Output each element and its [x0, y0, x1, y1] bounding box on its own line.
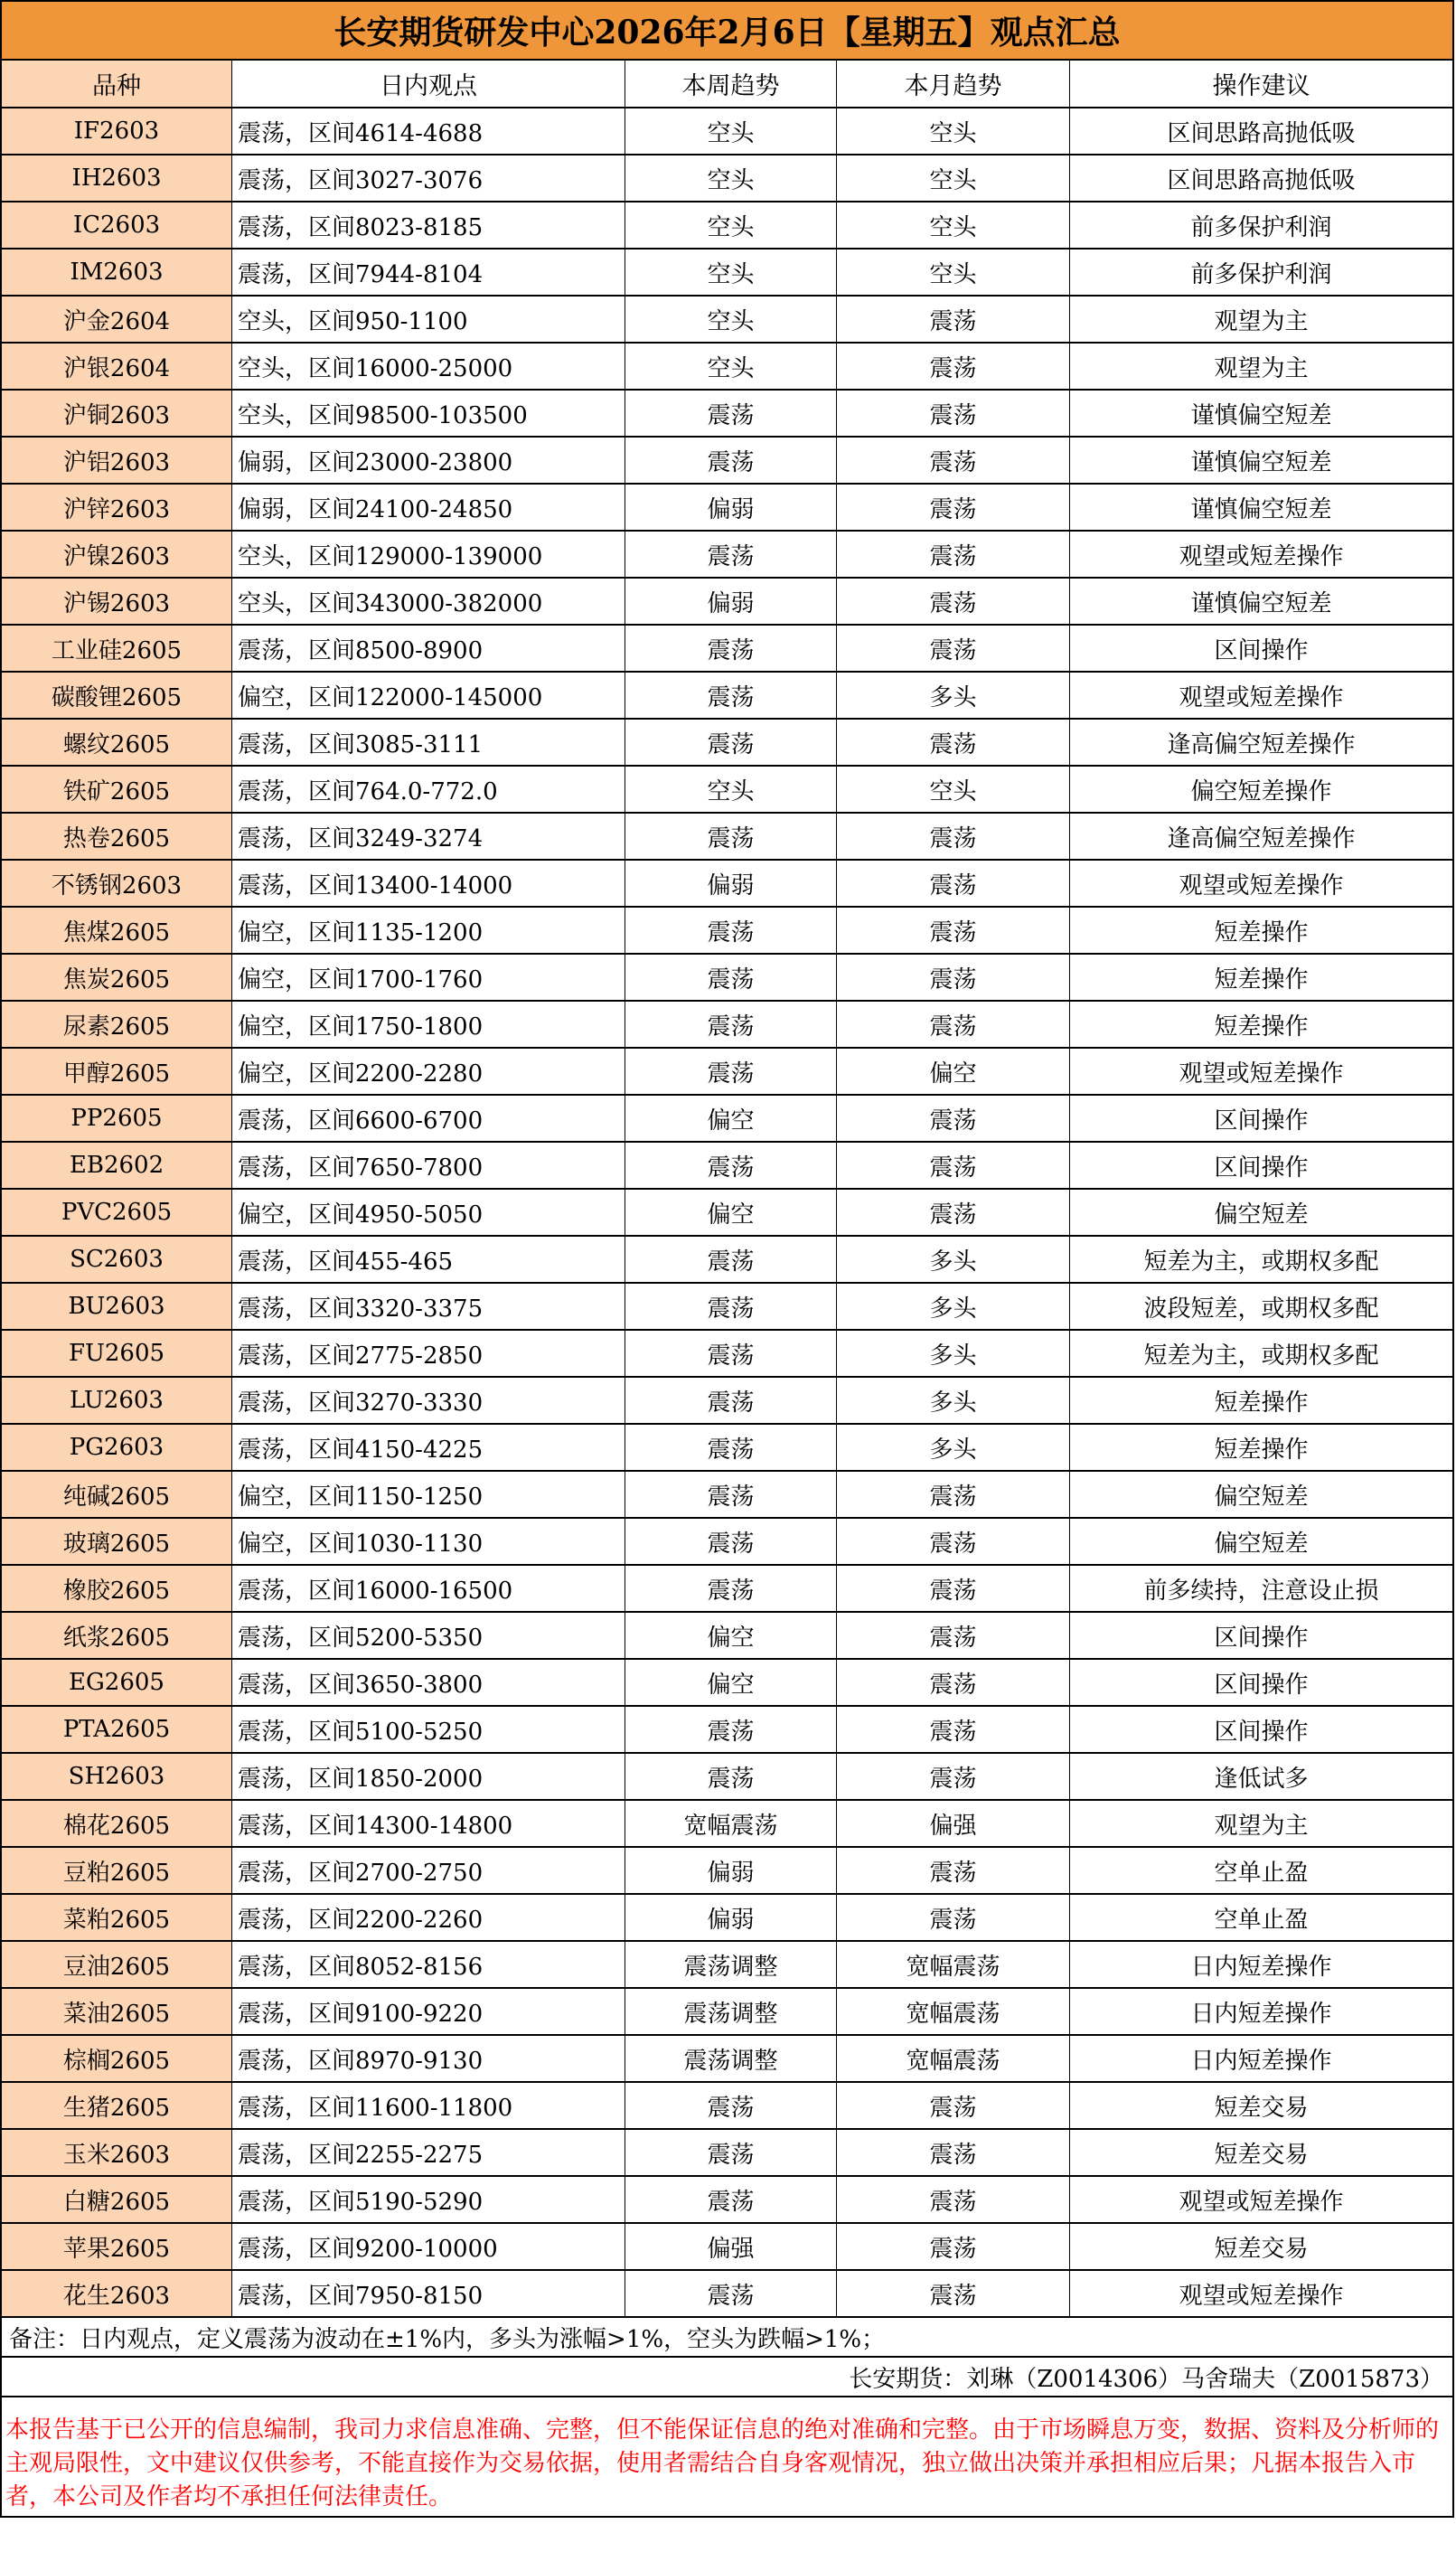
monthly-trend-cell: 震荡: [837, 579, 1070, 624]
intraday-view-cell: 震荡，区间3085-3111: [232, 720, 625, 765]
suggestion-cell: 短差交易: [1214, 2235, 1309, 2263]
table-row: [2, 673, 1452, 720]
table-row: [2, 1378, 1452, 1425]
table-row: [2, 1049, 1452, 1096]
weekly-trend-cell: 偏空: [625, 1190, 837, 1235]
monthly-trend-cell: 震荡: [837, 2271, 1070, 2316]
intraday-view-cell: 震荡，区间9100-9220: [232, 1989, 625, 2034]
intraday-view-cell: 震荡，区间6600-6700: [232, 1096, 625, 1141]
variety-cell: 沪锌2603: [2, 485, 232, 530]
table-row: [2, 532, 1452, 579]
monthly-trend-cell: 震荡: [837, 2130, 1070, 2175]
intraday-view-cell: 震荡，区间9200-10000: [232, 2224, 625, 2269]
table-row: [2, 861, 1452, 908]
intraday-view-cell: 震荡，区间2255-2275: [232, 2130, 625, 2175]
weekly-trend-cell: 空头: [625, 108, 837, 154]
intraday-view-cell: 震荡，区间8052-8156: [232, 1942, 625, 1987]
table-row: [2, 108, 1452, 155]
weekly-trend-cell: 震荡: [625, 720, 837, 765]
intraday-view-cell: 震荡，区间2700-2750: [232, 1848, 625, 1893]
suggestion-cell: 区间思路高抛低吸: [1167, 166, 1356, 194]
table-row: [2, 1190, 1452, 1237]
suggestion-cell: 区间思路高抛低吸: [1167, 119, 1356, 147]
monthly-trend-cell: 震荡: [837, 861, 1070, 906]
weekly-trend-cell: 震荡: [625, 1472, 837, 1517]
intraday-view-cell: 震荡，区间1850-2000: [232, 1754, 625, 1799]
suggestion-cell: 区间操作: [1214, 1154, 1309, 1182]
variety-cell: 沪铜2603: [2, 391, 232, 436]
weekly-trend-cell: 震荡: [625, 908, 837, 953]
weekly-trend-cell: 震荡: [625, 2083, 837, 2128]
weekly-trend-cell: 震荡: [625, 1237, 837, 1282]
variety-cell: 甲醇2605: [2, 1049, 232, 1094]
table-row: [2, 579, 1452, 626]
monthly-trend-cell: 偏强: [837, 1801, 1070, 1846]
monthly-trend-cell: 空头: [837, 108, 1070, 154]
variety-cell: EB2602: [2, 1143, 232, 1188]
weekly-trend-cell: 震荡: [625, 2130, 837, 2175]
monthly-trend-cell: 多头: [837, 1284, 1070, 1329]
suggestion-cell: 谨慎偏空短差: [1190, 401, 1332, 429]
suggestion-cell: 逢低试多: [1214, 1765, 1309, 1793]
weekly-trend-cell: 震荡: [625, 1049, 837, 1094]
weekly-trend-cell: 震荡调整: [625, 1942, 837, 1987]
intraday-view-cell: 震荡，区间764.0-772.0: [232, 767, 625, 812]
weekly-trend-cell: 偏弱: [625, 861, 837, 906]
weekly-trend-cell: 震荡调整: [625, 1989, 837, 2034]
monthly-trend-cell: 震荡: [837, 2224, 1070, 2269]
monthly-trend-cell: 震荡: [837, 1190, 1070, 1235]
monthly-trend-cell: 震荡: [837, 955, 1070, 1000]
suggestion-cell: 短差操作: [1214, 1013, 1309, 1041]
intraday-view-cell: 震荡，区间2775-2850: [232, 1331, 625, 1376]
header-weekly-trend: 本周趋势: [625, 61, 837, 107]
variety-cell: 纸浆2605: [2, 1613, 232, 1658]
suggestion-cell: 观望或短差操作: [1179, 683, 1344, 711]
intraday-view-cell: 震荡，区间5100-5250: [232, 1707, 625, 1752]
table-row: [2, 1942, 1452, 1989]
variety-cell: 花生2603: [2, 2271, 232, 2316]
variety-cell: 铁矿2605: [2, 767, 232, 812]
variety-cell: IM2603: [2, 250, 232, 295]
variety-cell: 沪银2604: [2, 344, 232, 389]
weekly-trend-cell: 偏弱: [625, 1895, 837, 1940]
intraday-view-cell: 偏空，区间1150-1250: [232, 1472, 625, 1517]
monthly-trend-cell: 震荡: [837, 391, 1070, 436]
table-row: [2, 391, 1452, 438]
weekly-trend-cell: 震荡: [625, 532, 837, 577]
monthly-trend-cell: 震荡: [837, 814, 1070, 859]
weekly-trend-cell: 偏弱: [625, 485, 837, 530]
variety-cell: 沪镍2603: [2, 532, 232, 577]
intraday-view-cell: 震荡，区间13400-14000: [232, 861, 625, 906]
header-suggestion: 操作建议: [1212, 72, 1310, 100]
intraday-view-cell: 偏弱，区间23000-23800: [232, 438, 625, 483]
variety-cell: 尿素2605: [2, 1002, 232, 1047]
suggestion-cell: 短差操作: [1214, 1389, 1309, 1417]
suggestion-cell: 短差操作: [1214, 965, 1309, 994]
intraday-view-cell: 空头，区间16000-25000: [232, 344, 625, 389]
suggestion-cell: 观望或短差操作: [1179, 1060, 1344, 1088]
signature-row: 长安期货：刘琳（Z0014306）马舍瑞夫（Z0015873）: [2, 2358, 1452, 2397]
monthly-trend-cell: 多头: [837, 1237, 1070, 1282]
suggestion-cell: 前多续持，注意设止损: [1143, 1577, 1379, 1605]
variety-cell: 热卷2605: [2, 814, 232, 859]
monthly-trend-cell: 空头: [837, 250, 1070, 295]
weekly-trend-cell: 震荡: [625, 814, 837, 859]
table-row: [2, 438, 1452, 485]
intraday-view-cell: 偏空，区间1700-1760: [232, 955, 625, 1000]
variety-cell: 苹果2605: [2, 2224, 232, 2269]
table-row: [2, 1519, 1452, 1566]
intraday-view-cell: 震荡，区间7950-8150: [232, 2271, 625, 2316]
monthly-trend-cell: 震荡: [837, 1613, 1070, 1658]
intraday-view-cell: 震荡，区间5190-5290: [232, 2177, 625, 2222]
variety-cell: PG2603: [2, 1425, 232, 1470]
variety-cell: 玻璃2605: [2, 1519, 232, 1564]
suggestion-cell: 波段短差，或期权多配: [1143, 1295, 1379, 1323]
variety-cell: 菜粕2605: [2, 1895, 232, 1940]
header-monthly-trend: 本月趋势: [837, 61, 1070, 107]
monthly-trend-cell: 震荡: [837, 297, 1070, 342]
weekly-trend-cell: 空头: [625, 203, 837, 248]
weekly-trend-cell: 空头: [625, 344, 837, 389]
table-row: [2, 1472, 1452, 1519]
table-row: [2, 1707, 1452, 1754]
monthly-trend-cell: 震荡: [837, 908, 1070, 953]
table-row: [2, 767, 1452, 814]
suggestion-cell: 偏空短差操作: [1190, 777, 1332, 805]
monthly-trend-cell: 宽幅震荡: [837, 1989, 1070, 2034]
intraday-view-cell: 震荡，区间7650-7800: [232, 1143, 625, 1188]
variety-cell: 豆油2605: [2, 1942, 232, 1987]
monthly-trend-cell: 多头: [837, 1378, 1070, 1423]
suggestion-cell: 逢高偏空短差操作: [1167, 824, 1356, 852]
suggestion-cell: 谨慎偏空短差: [1190, 448, 1332, 476]
variety-cell: FU2605: [2, 1331, 232, 1376]
table-row: [2, 1566, 1452, 1613]
weekly-trend-cell: 震荡: [625, 955, 837, 1000]
table-row: [2, 203, 1452, 250]
variety-cell: 螺纹2605: [2, 720, 232, 765]
table-row: [2, 1848, 1452, 1895]
variety-cell: 不锈钢2603: [2, 861, 232, 906]
monthly-trend-cell: 震荡: [837, 1707, 1070, 1752]
monthly-trend-cell: 震荡: [837, 1472, 1070, 1517]
suggestion-cell: 逢高偏空短差操作: [1167, 730, 1356, 758]
suggestion-cell: 观望为主: [1214, 307, 1309, 335]
table-row: [2, 2083, 1452, 2130]
monthly-trend-cell: 偏空: [837, 1049, 1070, 1094]
variety-cell: 纯碱2605: [2, 1472, 232, 1517]
variety-cell: LU2603: [2, 1378, 232, 1423]
table-header: [2, 61, 1452, 108]
intraday-view-cell: 震荡，区间4614-4688: [232, 108, 625, 154]
monthly-trend-cell: 震荡: [837, 532, 1070, 577]
monthly-trend-cell: 震荡: [837, 1660, 1070, 1705]
monthly-trend-cell: 空头: [837, 203, 1070, 248]
suggestion-cell: 空单止盈: [1214, 1859, 1309, 1887]
monthly-trend-cell: 空头: [837, 155, 1070, 201]
weekly-trend-cell: 震荡: [625, 2177, 837, 2222]
variety-cell: BU2603: [2, 1284, 232, 1329]
variety-cell: PTA2605: [2, 1707, 232, 1752]
table-row: [2, 2271, 1452, 2318]
weekly-trend-cell: 震荡: [625, 1143, 837, 1188]
intraday-view-cell: 震荡，区间4150-4225: [232, 1425, 625, 1470]
monthly-trend-cell: 震荡: [837, 485, 1070, 530]
monthly-trend-cell: 空头: [837, 767, 1070, 812]
variety-cell: 生猪2605: [2, 2083, 232, 2128]
table-row: [2, 908, 1452, 955]
weekly-trend-cell: 震荡: [625, 626, 837, 671]
weekly-trend-cell: 震荡: [625, 1002, 837, 1047]
weekly-trend-cell: 偏空: [625, 1660, 837, 1705]
variety-cell: 焦炭2605: [2, 955, 232, 1000]
suggestion-cell: 观望或短差操作: [1179, 2282, 1344, 2310]
monthly-trend-cell: 震荡: [837, 1754, 1070, 1799]
suggestion-cell: 前多保护利润: [1190, 260, 1332, 288]
variety-cell: IH2603: [2, 155, 232, 201]
table-row: [2, 1096, 1452, 1143]
monthly-trend-cell: 震荡: [837, 1566, 1070, 1611]
intraday-view-cell: 偏空，区间4950-5050: [232, 1190, 625, 1235]
table-row: [2, 626, 1452, 673]
suggestion-cell: 短差操作: [1214, 1436, 1309, 1464]
weekly-trend-cell: 震荡: [625, 1566, 837, 1611]
suggestion-cell: 前多保护利润: [1190, 213, 1332, 241]
suggestion-cell: 偏空短差: [1214, 1483, 1309, 1511]
variety-cell: 棕榈2605: [2, 2036, 232, 2081]
weekly-trend-cell: 震荡: [625, 2271, 837, 2316]
suggestion-cell: 区间操作: [1214, 1671, 1309, 1699]
intraday-view-cell: 震荡，区间455-465: [232, 1237, 625, 1282]
variety-cell: 棉花2605: [2, 1801, 232, 1846]
monthly-trend-cell: 震荡: [837, 626, 1070, 671]
intraday-view-cell: 震荡，区间3270-3330: [232, 1378, 625, 1423]
intraday-view-cell: 震荡，区间3249-3274: [232, 814, 625, 859]
intraday-view-cell: 偏空，区间1030-1130: [232, 1519, 625, 1564]
variety-cell: 沪锡2603: [2, 579, 232, 624]
intraday-view-cell: 偏空，区间1135-1200: [232, 908, 625, 953]
suggestion-cell: 短差为主，或期权多配: [1143, 1248, 1379, 1276]
weekly-trend-cell: 震荡: [625, 438, 837, 483]
table-row: [2, 814, 1452, 861]
table-row: [2, 2036, 1452, 2083]
suggestion-cell: 观望为主: [1214, 354, 1309, 382]
variety-cell: 沪金2604: [2, 297, 232, 342]
monthly-trend-cell: 宽幅震荡: [837, 1942, 1070, 1987]
table-row: [2, 1895, 1452, 1942]
intraday-view-cell: 空头，区间343000-382000: [232, 579, 625, 624]
header-variety: 品种: [2, 61, 232, 107]
suggestion-cell: 短差交易: [1214, 2141, 1309, 2169]
variety-cell: 沪铝2603: [2, 438, 232, 483]
suggestion-cell: 谨慎偏空短差: [1190, 589, 1332, 617]
table-row: [2, 1237, 1452, 1284]
suggestion-cell: 偏空短差: [1214, 1201, 1309, 1229]
intraday-view-cell: 空头，区间98500-103500: [232, 391, 625, 436]
table-row: [2, 297, 1452, 344]
monthly-trend-cell: 多头: [837, 1331, 1070, 1376]
intraday-view-cell: 偏空，区间1750-1800: [232, 1002, 625, 1047]
monthly-trend-cell: 震荡: [837, 1002, 1070, 1047]
intraday-view-cell: 震荡，区间8023-8185: [232, 203, 625, 248]
monthly-trend-cell: 多头: [837, 1425, 1070, 1470]
weekly-trend-cell: 偏强: [625, 2224, 837, 2269]
table-row: [2, 720, 1452, 767]
suggestion-cell: 空单止盈: [1214, 1906, 1309, 1934]
weekly-trend-cell: 震荡: [625, 1378, 837, 1423]
table-row: [2, 2130, 1452, 2177]
table-row: [2, 2224, 1452, 2271]
suggestion-cell: 观望或短差操作: [1179, 542, 1344, 570]
intraday-view-cell: 震荡，区间3320-3375: [232, 1284, 625, 1329]
variety-cell: EG2605: [2, 1660, 232, 1705]
monthly-trend-cell: 震荡: [837, 1895, 1070, 1940]
variety-cell: PVC2605: [2, 1190, 232, 1235]
weekly-trend-cell: 空头: [625, 155, 837, 201]
variety-cell: 玉米2603: [2, 2130, 232, 2175]
table-row: [2, 1143, 1452, 1190]
monthly-trend-cell: 震荡: [837, 2177, 1070, 2222]
suggestion-cell: 日内短差操作: [1190, 1953, 1332, 1981]
suggestion-cell: 短差交易: [1214, 2094, 1309, 2122]
weekly-trend-cell: 震荡: [625, 1707, 837, 1752]
table-row: [2, 1284, 1452, 1331]
table-row: [2, 155, 1452, 203]
table-body: [2, 108, 1452, 2318]
table-row: [2, 1660, 1452, 1707]
variety-cell: IC2603: [2, 203, 232, 248]
monthly-trend-cell: 震荡: [837, 1096, 1070, 1141]
table-row: [2, 955, 1452, 1002]
weekly-trend-cell: 震荡: [625, 1284, 837, 1329]
suggestion-cell: 短差为主，或期权多配: [1143, 1342, 1379, 1370]
note-row: 备注：日内观点，定义震荡为波动在±1%内，多头为涨幅>1%，空头为跌幅>1%；: [2, 2318, 1452, 2358]
intraday-view-cell: 震荡，区间14300-14800: [232, 1801, 625, 1846]
weekly-trend-cell: 空头: [625, 250, 837, 295]
table-row: [2, 250, 1452, 297]
intraday-view-cell: 震荡，区间5200-5350: [232, 1613, 625, 1658]
monthly-trend-cell: 震荡: [837, 1519, 1070, 1564]
variety-cell: SC2603: [2, 1237, 232, 1282]
intraday-view-cell: 震荡，区间11600-11800: [232, 2083, 625, 2128]
intraday-view-cell: 震荡，区间3650-3800: [232, 1660, 625, 1705]
monthly-trend-cell: 震荡: [837, 1848, 1070, 1893]
intraday-view-cell: 偏弱，区间24100-24850: [232, 485, 625, 530]
variety-cell: 白糖2605: [2, 2177, 232, 2222]
suggestion-cell: 观望为主: [1214, 1812, 1309, 1840]
weekly-trend-cell: 震荡调整: [625, 2036, 837, 2081]
weekly-trend-cell: 空头: [625, 767, 837, 812]
suggestion-cell: 日内短差操作: [1190, 2000, 1332, 2028]
suggestion-cell: 区间操作: [1214, 1718, 1309, 1746]
table-row: [2, 1425, 1452, 1472]
weekly-trend-cell: 震荡: [625, 673, 837, 718]
monthly-trend-cell: 震荡: [837, 2083, 1070, 2128]
suggestion-cell: 谨慎偏空短差: [1190, 495, 1332, 523]
intraday-view-cell: 偏空，区间2200-2280: [232, 1049, 625, 1094]
weekly-trend-cell: 震荡: [625, 1425, 837, 1470]
header-intraday-view: 日内观点: [232, 61, 625, 107]
variety-cell: 菜油2605: [2, 1989, 232, 2034]
intraday-view-cell: 震荡，区间7944-8104: [232, 250, 625, 295]
variety-cell: 橡胶2605: [2, 1566, 232, 1611]
weekly-trend-cell: 震荡: [625, 1754, 837, 1799]
variety-cell: PP2605: [2, 1096, 232, 1141]
disclaimer: 本报告基于已公开的信息编制，我司力求信息准确、完整，但不能保证信息的绝对准确和完整。由于市场瞬息万变，数据、资料及分析师的主观局限性，文中建议仅供参考，不能直接作为交易依据，使用者需结合自身客观情况，独立做出决策并承担相应后果；凡据本报告入市者，本公司及作者均不承担任何法律责任。: [2, 2397, 1452, 2518]
variety-cell: 焦煤2605: [2, 908, 232, 953]
suggestion-cell: 观望或短差操作: [1179, 2188, 1344, 2216]
intraday-view-cell: 空头，区间129000-139000: [232, 532, 625, 577]
weekly-trend-cell: 偏弱: [625, 1848, 837, 1893]
monthly-trend-cell: 震荡: [837, 1143, 1070, 1188]
suggestion-cell: 区间操作: [1214, 636, 1309, 664]
weekly-trend-cell: 空头: [625, 297, 837, 342]
monthly-trend-cell: 震荡: [837, 344, 1070, 389]
weekly-trend-cell: 宽幅震荡: [625, 1801, 837, 1846]
intraday-view-cell: 震荡，区间8500-8900: [232, 626, 625, 671]
intraday-view-cell: 偏空，区间122000-145000: [232, 673, 625, 718]
table-row: [2, 1989, 1452, 2036]
intraday-view-cell: 震荡，区间8970-9130: [232, 2036, 625, 2081]
variety-cell: SH2603: [2, 1754, 232, 1799]
table-row: [2, 1754, 1452, 1801]
suggestion-cell: 偏空短差: [1214, 1530, 1309, 1558]
suggestion-cell: 区间操作: [1214, 1624, 1309, 1652]
suggestion-cell: 观望或短差操作: [1179, 871, 1344, 900]
suggestion-cell: 日内短差操作: [1190, 2047, 1332, 2075]
weekly-trend-cell: 偏弱: [625, 579, 837, 624]
weekly-trend-cell: 震荡: [625, 1331, 837, 1376]
intraday-view-cell: 震荡，区间2200-2260: [232, 1895, 625, 1940]
variety-cell: 碳酸锂2605: [2, 673, 232, 718]
table-row: [2, 1331, 1452, 1378]
table-row: [2, 2177, 1452, 2224]
table-row: [2, 344, 1452, 391]
intraday-view-cell: 震荡，区间16000-16500: [232, 1566, 625, 1611]
suggestion-cell: 区间操作: [1214, 1107, 1309, 1135]
monthly-trend-cell: 震荡: [837, 720, 1070, 765]
monthly-trend-cell: 多头: [837, 673, 1070, 718]
report-title: 长安期货研发中心2026年2月6日【星期五】观点汇总: [2, 0, 1452, 61]
weekly-trend-cell: 震荡: [625, 391, 837, 436]
table-row: [2, 1002, 1452, 1049]
monthly-trend-cell: 震荡: [837, 438, 1070, 483]
table-row: [2, 485, 1452, 532]
table-row: [2, 1613, 1452, 1660]
weekly-trend-cell: 震荡: [625, 1519, 837, 1564]
weekly-trend-cell: 偏空: [625, 1613, 837, 1658]
variety-cell: 工业硅2605: [2, 626, 232, 671]
variety-cell: 豆粕2605: [2, 1848, 232, 1893]
monthly-trend-cell: 宽幅震荡: [837, 2036, 1070, 2081]
table-row: [2, 1801, 1452, 1848]
suggestion-cell: 短差操作: [1214, 918, 1309, 947]
variety-cell: IF2603: [2, 108, 232, 154]
intraday-view-cell: 空头，区间950-1100: [232, 297, 625, 342]
weekly-trend-cell: 偏空: [625, 1096, 837, 1141]
intraday-view-cell: 震荡，区间3027-3076: [232, 155, 625, 201]
